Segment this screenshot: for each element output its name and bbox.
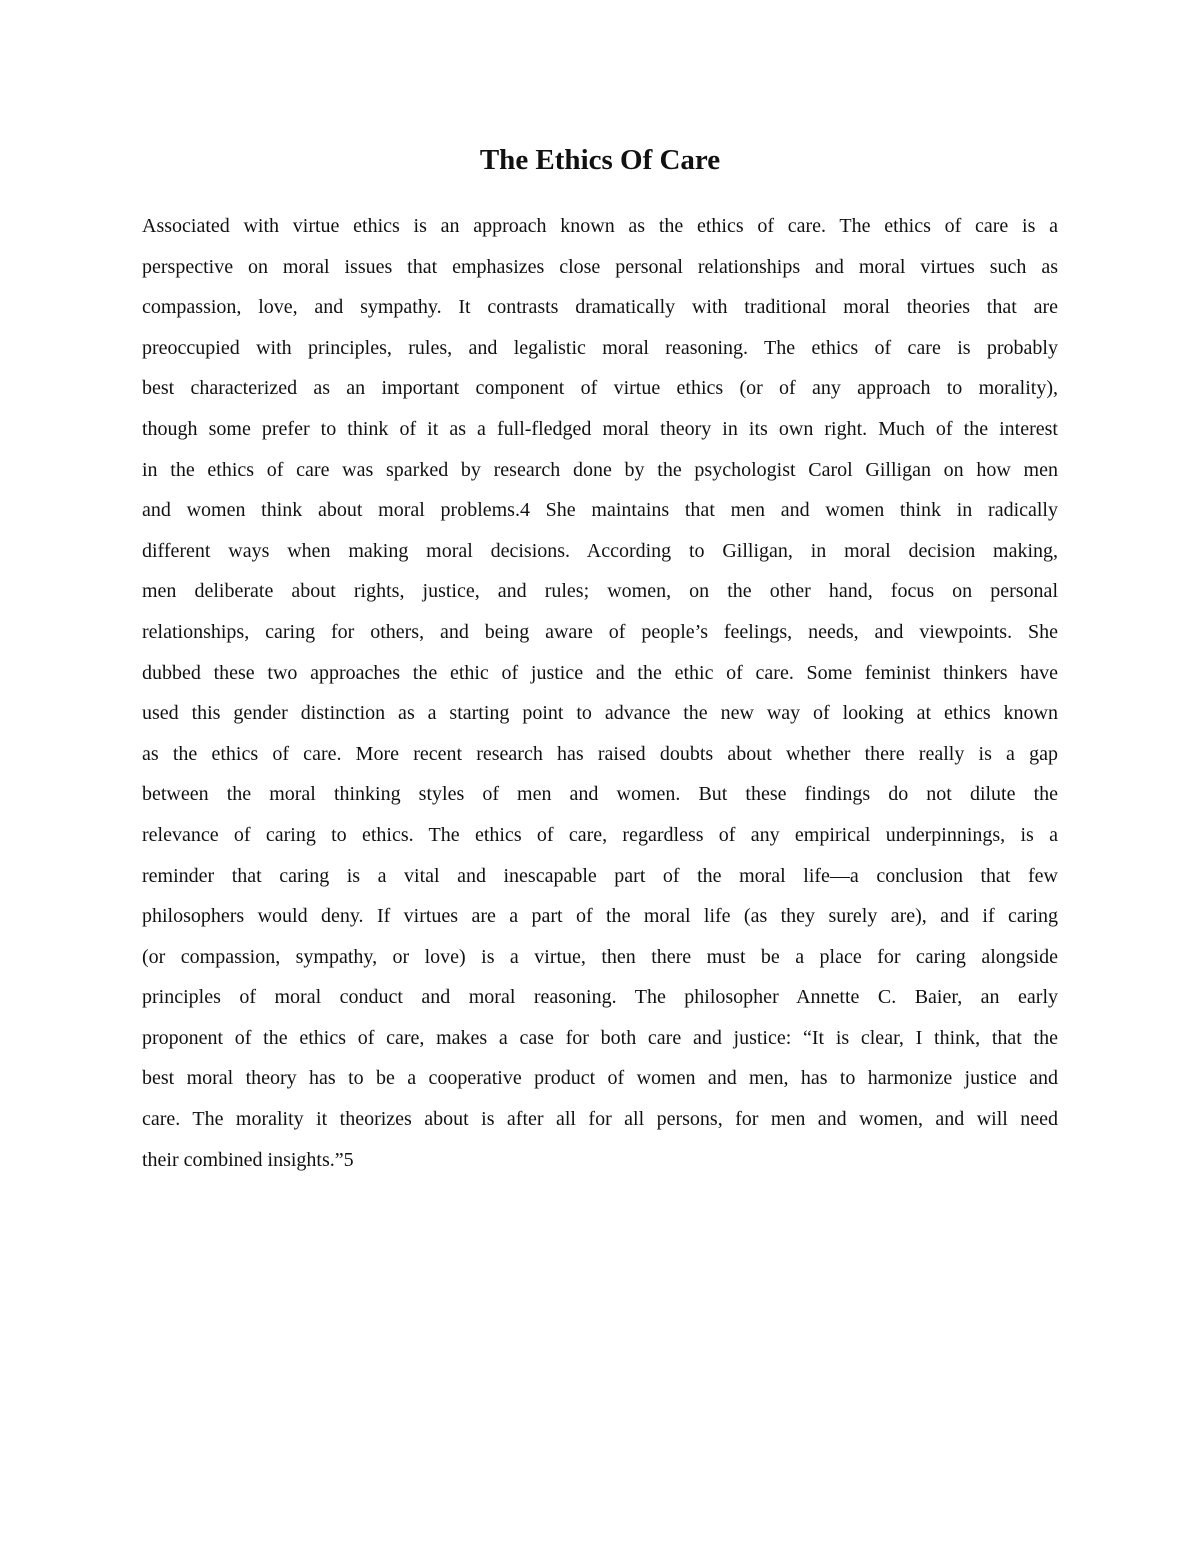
paragraph-line: and women think about moral problems.4 She maintains that men and women think in radically <box>142 499 1058 522</box>
paragraph-line: principles of moral conduct and moral reasoning. The philosopher Annette C. Baier, an early <box>142 986 1058 1009</box>
paragraph-line: perspective on moral issues that emphasizes close personal relationships and moral virtues such as <box>142 255 1058 278</box>
paragraph-line: men deliberate about rights, justice, and rules; women, on the other hand, focus on personal <box>142 580 1058 603</box>
paragraph-line: best characterized as an important component of virtue ethics (or of any approach to morality), <box>142 377 1058 400</box>
paragraph-line: compassion, love, and sympathy. It contrasts dramatically with traditional moral theories that are <box>142 296 1058 319</box>
paragraph-line: different ways when making moral decisions. According to Gilligan, in moral decision making, <box>142 539 1058 562</box>
paragraph-line: relevance of caring to ethics. The ethics of care, regardless of any empirical underpinnings, is a <box>142 823 1058 846</box>
paragraph-line: in the ethics of care was sparked by research done by the psychologist Carol Gilligan on how men <box>142 458 1058 481</box>
paragraph-line: (or compassion, sympathy, or love) is a virtue, then there must be a place for caring alongside <box>142 945 1058 968</box>
paragraph-line: philosophers would deny. If virtues are a part of the moral life (as they surely are), and if caring <box>142 905 1058 928</box>
paragraph-line: care. The morality it theorizes about is after all for all persons, for men and women, and will need <box>142 1108 1058 1131</box>
paragraph-line: though some prefer to think of it as a full-fledged moral theory in its own right. Much of the interest <box>142 417 1058 440</box>
paragraph-line: best moral theory has to be a cooperative product of women and men, has to harmonize justice and <box>142 1067 1058 1090</box>
document-title: The Ethics Of Care <box>479 144 721 176</box>
paragraph-line: reminder that caring is a vital and inescapable part of the moral life—a conclusion that few <box>142 864 1058 887</box>
paragraph-line: used this gender distinction as a starting point to advance the new way of looking at ethics known <box>142 702 1058 725</box>
paragraph-line: their combined insights.”5 <box>142 1148 354 1171</box>
paragraph-line: preoccupied with principles, rules, and legalistic moral reasoning. The ethics of care is probably <box>142 336 1058 359</box>
paragraph-line: between the moral thinking styles of men and women. But these findings do not dilute the <box>142 783 1058 806</box>
paragraph-line: relationships, caring for others, and being aware of people’s feelings, needs, and viewpoints. She <box>142 620 1058 643</box>
paragraph-line: dubbed these two approaches the ethic of justice and the ethic of care. Some feminist thinkers have <box>142 661 1058 684</box>
paragraph-line: Associated with virtue ethics is an approach known as the ethics of care. The ethics of care is a <box>142 215 1058 237</box>
paragraph-line: as the ethics of care. More recent research has raised doubts about whether there really is a gap <box>142 742 1058 765</box>
paragraph-line: proponent of the ethics of care, makes a case for both care and justice: “It is clear, I think, that the <box>142 1026 1058 1049</box>
body-paragraph <box>142 206 1058 1180</box>
